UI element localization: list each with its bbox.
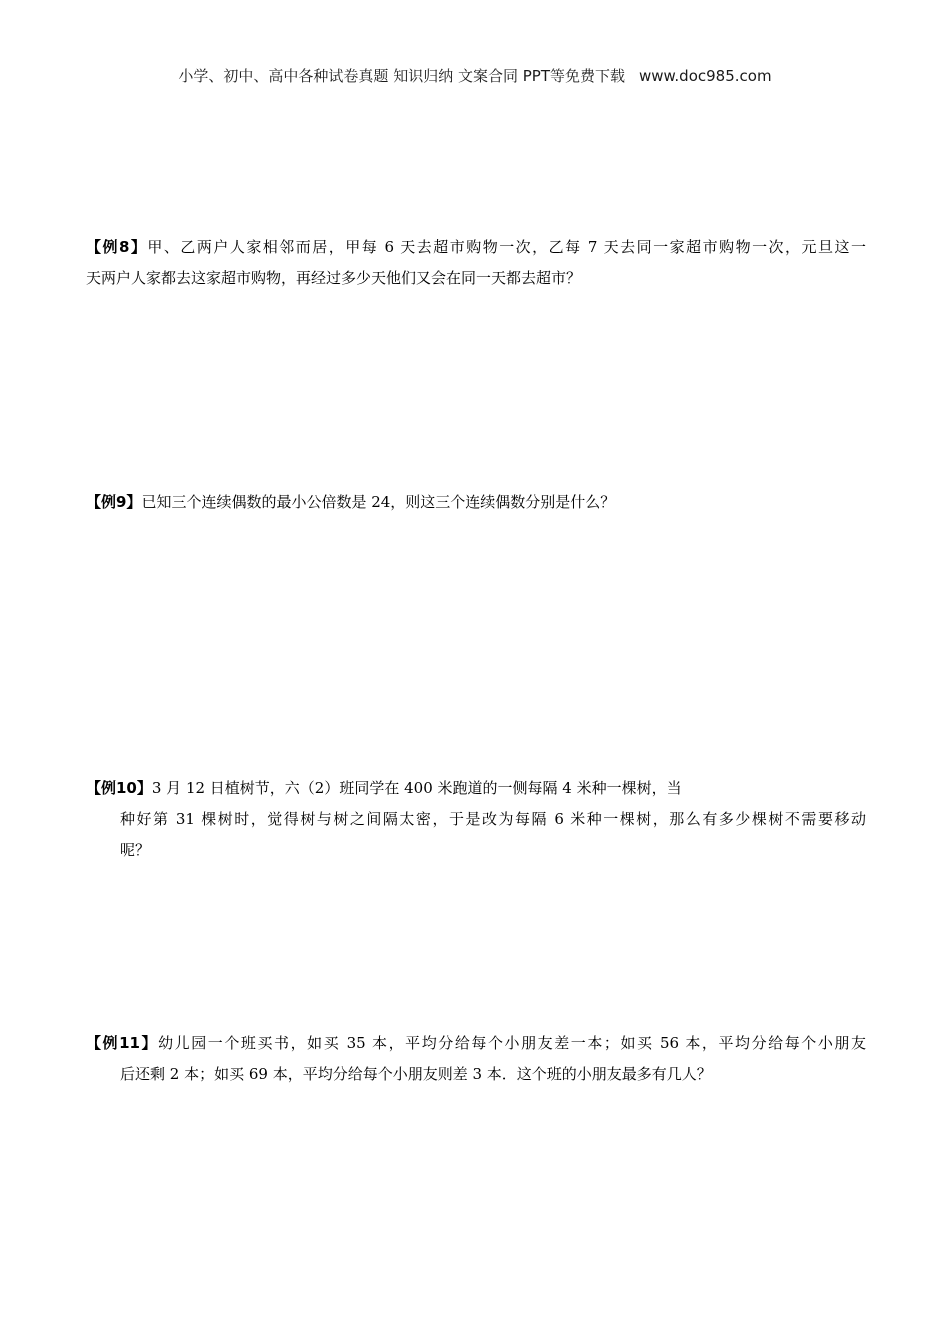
problem-line <box>86 1028 866 1059</box>
problem-example-8 <box>86 232 866 294</box>
problem-line <box>86 773 866 804</box>
problem-text: 甲、乙两户人家相邻而居，甲每 6 天去超市购物一次，乙每 7 天去同一家超市购物一次，元旦这一 <box>147 238 866 256</box>
problem-line: 种好第 31 棵树时，觉得树与树之间隔太密，于是改为每隔 6 米种一棵树，那么有多少棵树不需要移动 <box>120 810 866 828</box>
problem-text: 幼儿园一个班买书，如买 35 本，平均分给每个小朋友差一本；如买 56 本，平均分给每个小朋友 <box>158 1034 866 1052</box>
problem-line <box>86 232 866 263</box>
problem-line <box>86 487 866 518</box>
problem-text: 3 月 12 日植树节，六（2）班同学在 400 米跑道的一侧每隔 4 米种一棵树，当 <box>151 779 682 797</box>
problem-label: 【例9】 <box>86 493 142 511</box>
problem-label: 【例8】 <box>86 238 148 256</box>
problem-line: 天两户人家都去这家超市购物，再经过多少天他们又会在同一天都去超市？ <box>86 269 582 287</box>
problem-line: 后还剩 2 本；如买 69 本，平均分给每个小朋友则差 3 本．这个班的小朋友最多有几人？ <box>120 1065 712 1083</box>
page-header <box>0 66 950 86</box>
problem-line: 呢？ <box>120 841 151 859</box>
header-site-link[interactable]: www.doc985.com <box>638 67 772 85</box>
problem-label: 【例10】 <box>86 779 152 797</box>
problem-text: 已知三个连续偶数的最小公倍数是 24，则这三个连续偶数分别是什么？ <box>141 493 616 511</box>
problem-example-9 <box>86 487 866 518</box>
header-text: 小学、初中、高中各种试卷真题 知识归纳 文案合同 PPT等免费下载 <box>178 67 625 85</box>
problem-example-11 <box>86 1028 866 1090</box>
problem-label: 【例11】 <box>86 1034 159 1052</box>
problem-example-10 <box>86 773 866 866</box>
